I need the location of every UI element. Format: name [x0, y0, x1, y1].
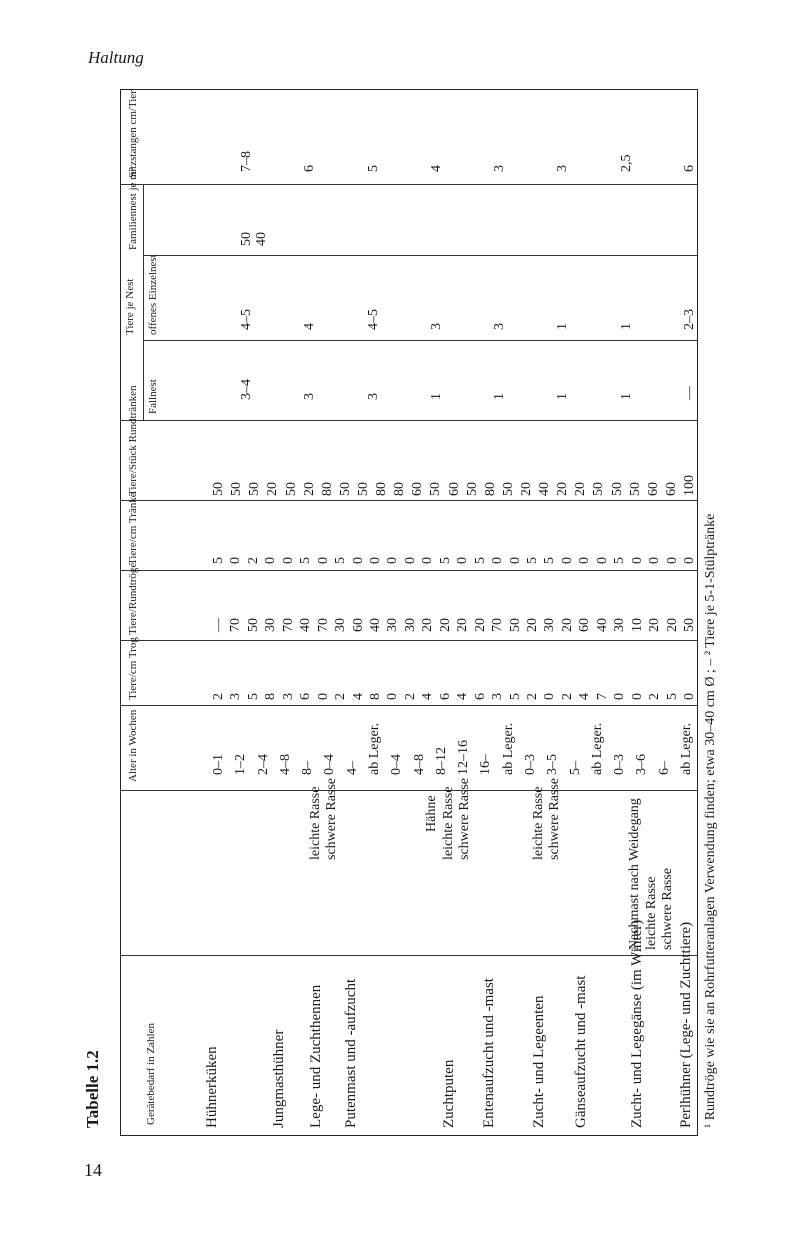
- trog-cell: 2: [333, 693, 349, 700]
- sitzstangen-cell: 7–8: [239, 151, 254, 172]
- divider-line: [120, 955, 698, 956]
- rund-cell: 20: [559, 618, 575, 632]
- age-cell: 4–: [344, 761, 360, 775]
- col-header-alter: Alter in Wochen: [127, 709, 139, 782]
- trog-cell: 7: [594, 693, 610, 700]
- age-cell: 0–3: [523, 754, 538, 775]
- col-header-troege: Tiere/cm Trog: [127, 637, 139, 700]
- divider-line: [120, 705, 698, 706]
- rundtranke-cell: 60: [446, 482, 462, 496]
- col-header-offenes-einzelnest: offenes Einzelnest: [147, 254, 159, 335]
- age-cell: 8–: [300, 761, 316, 775]
- trog-cell: 5: [664, 693, 680, 700]
- header-title: Haltung: [88, 48, 144, 67]
- tranke-cell: 0: [594, 557, 610, 564]
- rundtranke-cell: 50: [337, 482, 353, 496]
- table-frame: [120, 89, 698, 1136]
- row-sub-leichte: leichte Rasse: [441, 786, 456, 860]
- row-sub-leichte: leichte Rasse: [308, 786, 323, 860]
- age-cell: 16–: [478, 754, 494, 775]
- trog-cell: 0: [542, 693, 558, 700]
- row-gans: Gänseaufzucht und -mast: [573, 975, 589, 1128]
- fallnest-cell: 1: [618, 393, 634, 400]
- offen-cell: 4–5: [365, 309, 381, 330]
- rundtranke-cell: 20: [573, 482, 589, 496]
- trog-cell: 4: [577, 693, 593, 700]
- rundtranke-cell: 20: [555, 482, 571, 496]
- familiennest-cell: 50: [239, 232, 254, 246]
- trog-cell: 4: [350, 693, 366, 700]
- fallnest-cell: —: [682, 386, 697, 400]
- tranke-cell: 5: [525, 557, 540, 564]
- age-cell: ab Leger.: [589, 722, 605, 775]
- sitzstangen-cell: 3: [555, 165, 571, 172]
- age-cell: 12–16: [456, 740, 472, 775]
- page-number: 14: [84, 1160, 102, 1180]
- offen-cell: 1: [618, 323, 634, 330]
- row-sub-haehne: Hähne: [424, 795, 439, 832]
- tranke-cell: 2: [245, 557, 261, 564]
- row-sub-leichte: leichte Rasse: [644, 876, 659, 950]
- trog-cell: 0: [315, 693, 331, 700]
- age-cell: ab Leger.: [679, 722, 694, 775]
- offen-cell: 4–5: [239, 309, 254, 330]
- trog-cell: 4: [455, 693, 471, 700]
- rund-cell: 20: [455, 618, 471, 632]
- trog-cell: 5: [245, 693, 261, 700]
- rund-cell: 60: [350, 618, 366, 632]
- tranke-cell: 0: [664, 557, 680, 564]
- stub-header: Gerätebedarf in Zahlen: [145, 1023, 157, 1125]
- tranke-cell: 0: [228, 557, 244, 564]
- divider-line: [120, 790, 698, 791]
- tranke-cell: 0: [315, 557, 331, 564]
- tranke-cell: 5: [437, 557, 453, 564]
- rundtranke-cell: 50: [211, 482, 226, 496]
- rund-cell: 40: [594, 618, 610, 632]
- rund-cell: 30: [612, 618, 628, 632]
- fallnest-cell: 1: [555, 393, 571, 400]
- col-header-rundtraenken: Tiere/Stück Rundtränken: [127, 385, 139, 496]
- age-cell: 3–6: [634, 754, 650, 775]
- rund-cell: —: [211, 618, 226, 632]
- trog-cell: 4: [420, 693, 436, 700]
- col-header-fallnest: Fallnest: [147, 379, 159, 414]
- offen-cell: 2–3: [682, 309, 697, 330]
- rundtranke-cell: 50: [591, 482, 607, 496]
- age-cell: 8–12: [433, 747, 449, 775]
- rundtranke-cell: 80: [392, 482, 408, 496]
- age-cell: 6–: [656, 761, 672, 775]
- trog-cell: 6: [437, 693, 453, 700]
- rund-cell: 30: [385, 618, 401, 632]
- tranke-cell: 5: [211, 557, 226, 564]
- rund-cell: 50: [245, 618, 261, 632]
- col-header-tiere-tranke: Tiere/cm Tränke: [127, 492, 139, 565]
- tranke-cell: 5: [472, 557, 488, 564]
- col-header-rundtroege: Tiere/Rundtröge: [127, 562, 139, 635]
- tranke-cell: 0: [368, 557, 383, 564]
- age-cell: ab Leger.: [367, 722, 382, 775]
- tranke-cell: 0: [385, 557, 401, 564]
- tranke-cell: 0: [647, 557, 663, 564]
- rund-cell: 70: [280, 618, 296, 632]
- rundtranke-cell: 60: [410, 482, 426, 496]
- sitzstangen-cell: 6: [682, 165, 697, 172]
- rund-cell: 70: [490, 618, 506, 632]
- age-cell: 2–4: [255, 754, 271, 775]
- trog-cell: 6: [472, 693, 488, 700]
- rundtranke-cell: 80: [319, 482, 335, 496]
- trog-cell: 2: [647, 693, 663, 700]
- tranke-cell: 0: [280, 557, 296, 564]
- age-cell: 4–8: [277, 754, 293, 775]
- tranke-cell: 0: [629, 557, 645, 564]
- age-cell: 0–1: [211, 754, 226, 775]
- sitzstangen-cell: 4: [428, 165, 444, 172]
- table-caption: Tabelle 1.2: [83, 1050, 102, 1128]
- trog-cell: 3: [228, 693, 244, 700]
- rundtranke-cell: 50: [247, 482, 263, 496]
- rundtranke-cell: 50: [229, 482, 245, 496]
- age-cell: 1–2: [233, 754, 249, 775]
- rund-cell: 50: [507, 618, 523, 632]
- sitzstangen-cell: 2,5: [618, 154, 634, 172]
- age-cell: 4–8: [411, 754, 427, 775]
- rund-cell: 30: [263, 618, 279, 632]
- divider-line: [143, 184, 144, 420]
- rundtranke-cell: 60: [645, 482, 661, 496]
- row-putenmast: Putenmast und -aufzucht: [343, 978, 359, 1128]
- age-cell: 5–: [567, 761, 583, 775]
- offen-cell: 4: [302, 323, 318, 330]
- divider-line: [120, 640, 698, 641]
- age-cell: 0–3: [612, 754, 628, 775]
- divider-line: [120, 420, 698, 421]
- rund-cell: 50: [682, 618, 697, 632]
- trog-cell: 0: [682, 693, 697, 700]
- age-cell: ab Leger.: [500, 722, 516, 775]
- rundtranke-cell: 40: [537, 482, 553, 496]
- offen-cell: 3: [492, 323, 508, 330]
- rund-cell: 70: [228, 618, 244, 632]
- trog-cell: 5: [507, 693, 523, 700]
- trog-cell: 0: [612, 693, 628, 700]
- rund-cell: 20: [647, 618, 663, 632]
- divider-line: [120, 570, 698, 571]
- tranke-cell: 0: [559, 557, 575, 564]
- row-ente: Entenaufzucht und -mast: [481, 978, 497, 1128]
- trog-cell: 3: [280, 693, 296, 700]
- row-sub-schwere: schwere Rasse: [457, 777, 472, 860]
- divider-line: [143, 255, 698, 256]
- offen-cell: 1: [555, 323, 571, 330]
- fallnest-cell: 3: [365, 393, 381, 400]
- trog-cell: 8: [368, 693, 383, 700]
- rund-cell: 20: [664, 618, 680, 632]
- tranke-cell: 5: [333, 557, 349, 564]
- tranke-cell: 0: [402, 557, 418, 564]
- row-zuchtputen: Zuchtputen: [441, 1059, 457, 1128]
- trog-cell: 8: [263, 693, 279, 700]
- footnote: ¹ Rundtröge wie sie an Rohrfutteranlagen Verwendung finden; etwa 30–40 cm Ø ; – ² Tiere je 5-1-Stülptränke: [703, 513, 718, 1128]
- rundtranke-cell: 20: [519, 482, 534, 496]
- trog-cell: 2: [559, 693, 575, 700]
- tranke-cell: 0: [420, 557, 436, 564]
- rund-cell: 20: [472, 618, 488, 632]
- rund-cell: 30: [333, 618, 349, 632]
- divider-line: [143, 340, 698, 341]
- row-perl: Perlhühner (Lege- und Zuchttiere): [678, 921, 694, 1128]
- rund-cell: 10: [629, 618, 645, 632]
- rundtranke-cell: 20: [265, 482, 281, 496]
- rund-cell: 20: [420, 618, 436, 632]
- divider-line: [120, 500, 698, 501]
- rund-cell: 30: [402, 618, 418, 632]
- trog-cell: 0: [385, 693, 401, 700]
- tranke-cell: 5: [298, 557, 314, 564]
- row-sub-schwere: schwere Rasse: [324, 777, 339, 860]
- divider-line: [120, 184, 698, 185]
- rundtranke-cell: 50: [283, 482, 299, 496]
- row-sub-leichte: leichte Rasse: [531, 786, 546, 860]
- rund-cell: 40: [298, 618, 314, 632]
- col-header-sitzstangen: Sitzstangen cm/Tier: [127, 90, 139, 178]
- rundtranke-cell: 50: [609, 482, 625, 496]
- offen-cell: 3: [428, 323, 444, 330]
- rundtranke-cell: 50: [627, 482, 643, 496]
- rund-cell: 70: [315, 618, 331, 632]
- tranke-cell: 0: [682, 557, 697, 564]
- trog-cell: 2: [525, 693, 540, 700]
- rundtranke-cell: 20: [301, 482, 317, 496]
- tranke-cell: 5: [612, 557, 628, 564]
- rundtranke-cell: 80: [482, 482, 498, 496]
- row-zucht-lege-enten: Zucht- und Legeenten: [531, 995, 547, 1128]
- fallnest-cell: 3–4: [239, 379, 254, 400]
- rundtranke-cell: 80: [374, 482, 389, 496]
- age-cell: 0–4: [389, 754, 405, 775]
- tranke-cell: 0: [507, 557, 523, 564]
- row-sub-nachmast: Nachmast nach Weidegang: [627, 798, 642, 950]
- fallnest-cell: 1: [492, 393, 508, 400]
- rund-cell: 40: [368, 618, 383, 632]
- rundtranke-cell: 50: [500, 482, 516, 496]
- rund-cell: 20: [437, 618, 453, 632]
- col-header-familiennest: Familiennest je m²: [127, 167, 139, 250]
- rund-cell: 60: [577, 618, 593, 632]
- trog-cell: 0: [629, 693, 645, 700]
- fallnest-cell: 3: [302, 393, 318, 400]
- rund-cell: 30: [542, 618, 558, 632]
- fallnest-cell: 1: [428, 393, 444, 400]
- row-zucht-lege-gaense: Zucht- und Legegänse (im Winter): [629, 919, 645, 1128]
- rundtranke-cell: 50: [428, 482, 444, 496]
- rundtranke-cell: 50: [464, 482, 480, 496]
- rund-cell: 20: [525, 618, 540, 632]
- row-sub-schwere: schwere Rasse: [660, 867, 675, 950]
- row-sub-schwere: schwere Rasse: [547, 777, 562, 860]
- tranke-cell: 0: [490, 557, 506, 564]
- tranke-cell: 0: [263, 557, 279, 564]
- tranke-cell: 0: [577, 557, 593, 564]
- age-cell: 0–4: [322, 754, 338, 775]
- sitzstangen-cell: 5: [365, 165, 381, 172]
- trog-cell: 6: [298, 693, 314, 700]
- tranke-cell: 5: [542, 557, 558, 564]
- tranke-cell: 0: [455, 557, 471, 564]
- familiennest-cell: 40: [254, 232, 269, 246]
- sitzstangen-cell: 3: [492, 165, 508, 172]
- row-lege-zucht: Lege- und Zuchthennen: [308, 984, 324, 1128]
- row-huehnerkueken: Hühnerküken: [204, 1046, 220, 1128]
- trog-cell: 3: [490, 693, 506, 700]
- rundtranke-cell: 60: [663, 482, 679, 496]
- rundtranke-cell: 100: [682, 475, 697, 496]
- sitzstangen-cell: 6: [302, 165, 318, 172]
- row-jungmast: Jungmasthühner: [271, 1029, 287, 1128]
- trog-cell: 2: [211, 693, 226, 700]
- trog-cell: 2: [402, 693, 418, 700]
- rundtranke-cell: 50: [355, 482, 371, 496]
- col-header-tiere-je-nest: Tiere je Nest: [124, 278, 136, 335]
- tranke-cell: 0: [350, 557, 366, 564]
- age-cell: 3–5: [545, 754, 561, 775]
